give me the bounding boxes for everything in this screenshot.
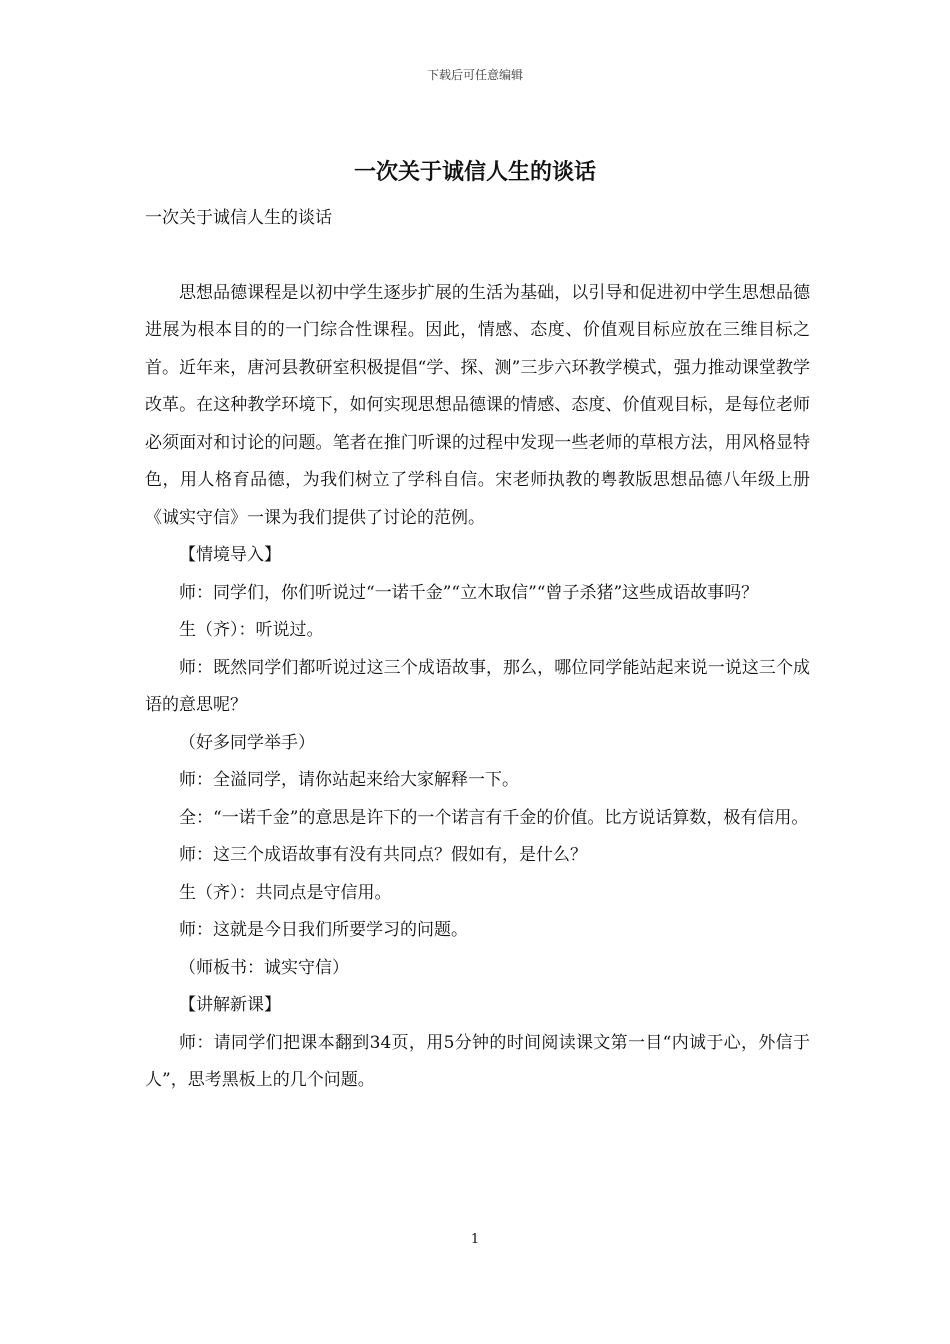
dialogue-line: 师：请同学们把课本翻到34页，用5分钟的时间阅读课文第一目“内诚于心，外信于人”，思考黑板上的几个问题。 — [145, 1032, 810, 1090]
dialogue-line: 生（齐）：听说过。 — [179, 620, 324, 640]
section-heading-lesson: 【讲解新课】 — [179, 995, 281, 1015]
dialogue-line: 师：全溢同学，请你站起来给大家解释一下。 — [179, 770, 519, 790]
intro-paragraph: 思想品德课程是以初中学生逐步扩展的生活为基础，以引导和促进初中学生思想品德进展为根本目的的一门综合性课程。因此，情感、态度、价值观目标应放在三维目标之首。近年来，唐河县教研室积极提倡“学、探、测”三步六环教学模式，强力推动课堂教学改革。在这种教学环境下，如何实现思想品德课的情感、态度、价值观目标，是每位老师必须面对和讨论的问题。笔者在推门听课的过程中发现一些老师的草根方法，用风格显特色，用人格育品德，为我们树立了学科自信。宋老师执教的粤教版思想品德八年级上册《诚实守信》一课为我们提供了讨论的范例。 — [145, 282, 810, 528]
dialogue-line: 全：“一诺千金”的意思是许下的一个诺言有千金的价值。比方说话算数，极有信用。 — [179, 807, 809, 828]
header-note: 下载后可任意编辑 — [426, 68, 523, 82]
section-heading-scenario: 【情境导入】 — [179, 545, 281, 565]
blank-line — [145, 238, 810, 275]
page-number: 1 — [470, 1232, 480, 1247]
dialogue-line: 师：既然同学们都听说过这三个成语故事，那么，哪位同学能站起来说一说这三个成语的意思呢？ — [145, 657, 810, 715]
dialogue-line: 师：同学们，你们听说过“一诺千金”“立木取信”“曾子杀猪”这些成语故事吗？ — [179, 582, 759, 603]
document-body — [145, 200, 810, 1100]
stage-note: （师板书：诚实守信） — [179, 957, 349, 978]
dialogue-line: 师：这就是今日我们所要学习的问题。 — [179, 920, 468, 940]
document-subtitle: 一次关于诚信人生的谈话 — [145, 208, 332, 228]
dialogue-line: 师：这三个成语故事有没有共同点？假如有，是什么？ — [179, 845, 587, 865]
page-title: 一次关于诚信人生的谈话 — [353, 159, 596, 185]
stage-note: （好多同学举手） — [179, 732, 315, 753]
dialogue-line: 生（齐）：共同点是守信用。 — [179, 882, 392, 903]
